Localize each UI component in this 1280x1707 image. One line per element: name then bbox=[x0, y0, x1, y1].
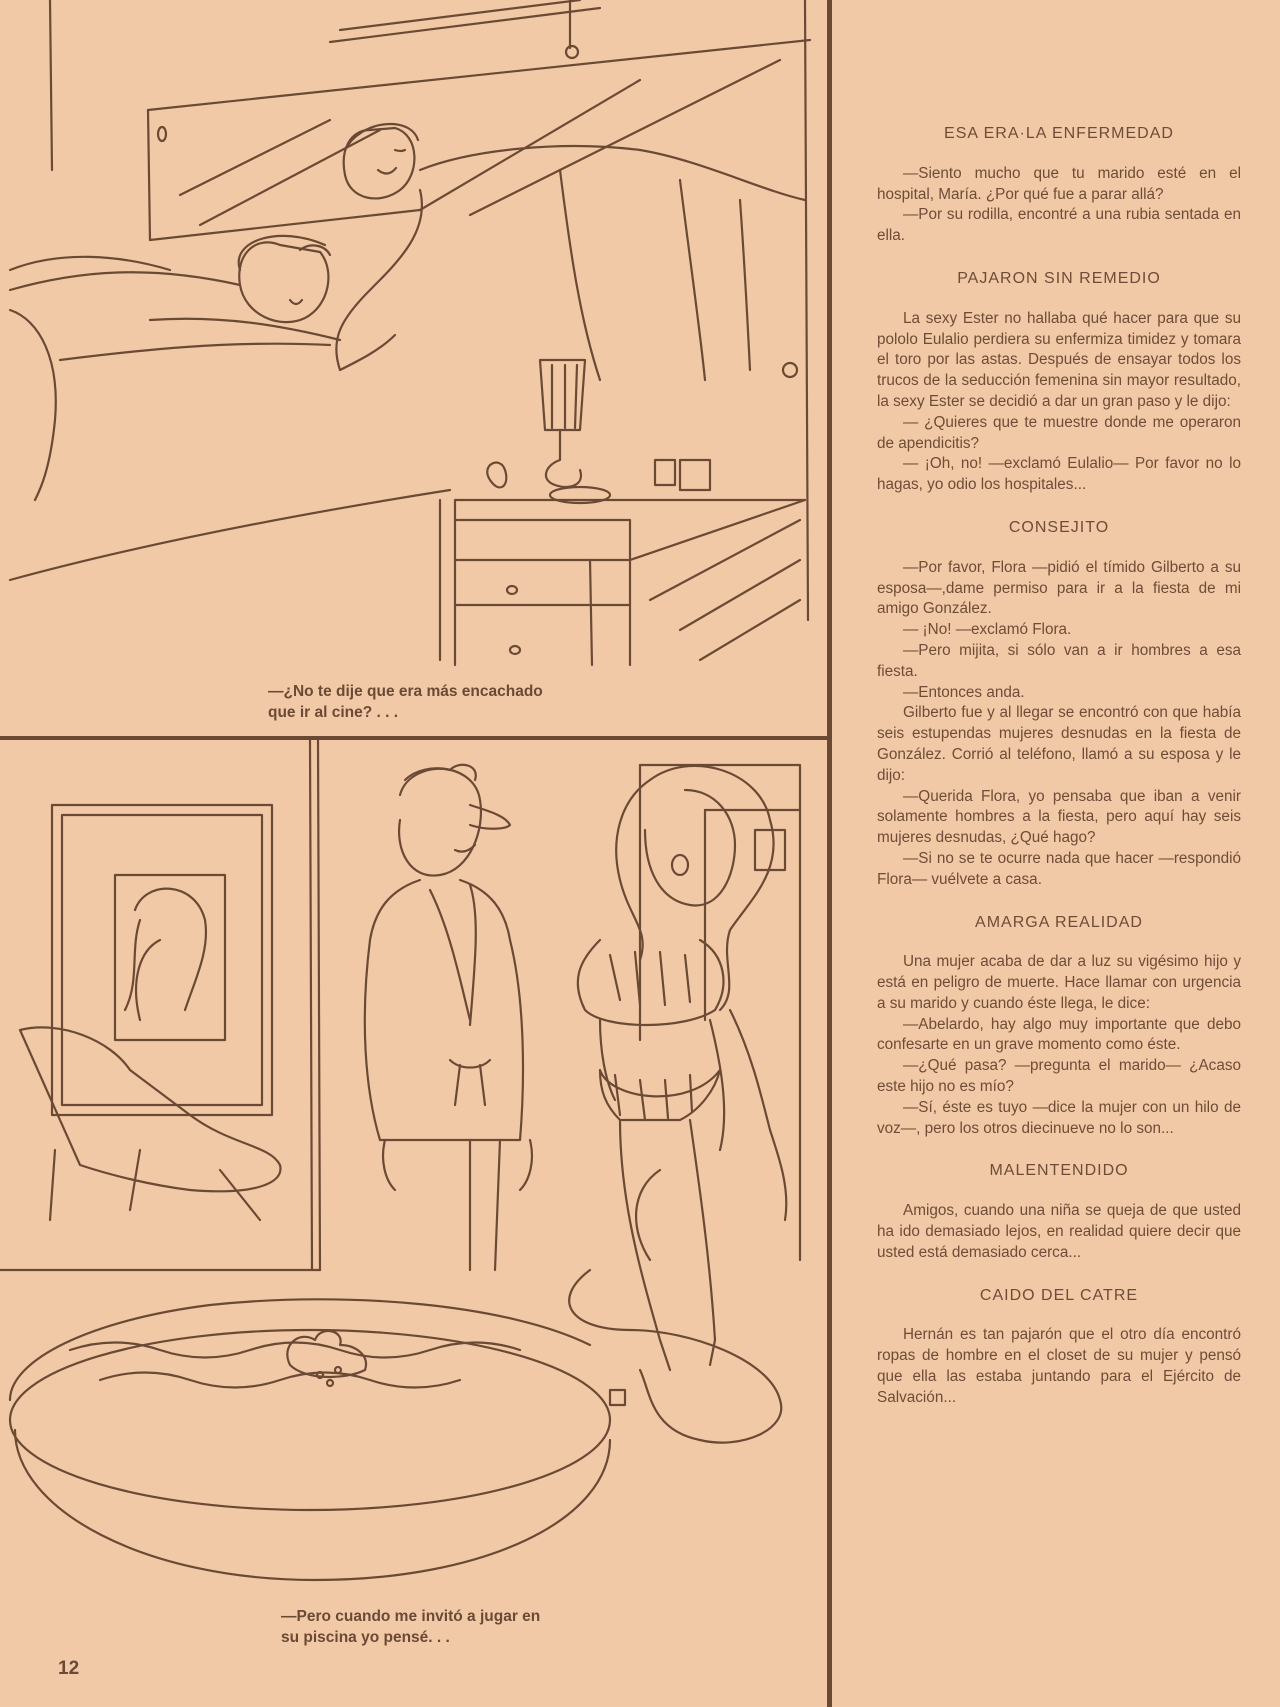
column-divider bbox=[827, 0, 832, 1707]
joke-title: PAJARON SIN REMEDIO bbox=[957, 269, 1161, 287]
cartoon-panel-bedroom bbox=[0, 0, 827, 736]
joke-paragraph: —Pero mijita, si sólo van a ir hombres a esa fiesta. bbox=[877, 641, 1241, 680]
joke-paragraph: Hernán es tan pajarón que el otro día encontró ropas de hombre en el closet de su mujer y pensó que ella las estaba juntando para el Ejército de Salvación... bbox=[877, 1326, 1241, 1406]
joke-amarga-realidad bbox=[877, 913, 1241, 1140]
joke-paragraph: Una mujer acaba de dar a luz su vigésimo hijo y está en peligro de muerte. Hace llamar con urgencia a su marido y cuando éste llega, le dice: bbox=[877, 953, 1241, 1012]
joke-paragraph: —¿Qué pasa? —pregunta el marido— ¿Acaso este hijo no es mío? bbox=[877, 1057, 1241, 1096]
joke-paragraph: —Abelardo, hay algo muy importante que debo confesarte en un grave momento como éste. bbox=[877, 1015, 1241, 1054]
joke-caido-del-catre bbox=[877, 1286, 1241, 1409]
joke-paragraph: — ¡No! —exclamó Flora. bbox=[903, 621, 1072, 639]
joke-paragraph: —Si no se te ocurre nada que hacer —respondió Flora— vuélvete a casa. bbox=[877, 849, 1241, 888]
joke-paragraph: — ¡Oh, no! —exclamó Eulalio— Por favor no lo hagas, yo odio los hospitales... bbox=[877, 455, 1241, 494]
joke-esa-era-la-enfermedad bbox=[877, 124, 1241, 247]
joke-title: CAIDO DEL CATRE bbox=[979, 1286, 1139, 1304]
joke-paragraph: —Querida Flora, yo pensaba que iban a venir solamente hombres a la fiesta, pero aquí hay seis mujeres desnudas, ¿Qué hago? bbox=[877, 787, 1241, 847]
jokes-column bbox=[877, 124, 1241, 1409]
joke-title: CONSEJITO bbox=[1008, 518, 1110, 536]
joke-consejito bbox=[877, 518, 1241, 891]
joke-title: AMARGA REALIDAD bbox=[975, 913, 1143, 931]
joke-paragraph: La sexy Ester no hallaba qué hacer para que su pololo Eulalio perdiera su enfermiza timidez y tomara el toro por las astas. Después de ensayar todos los trucos de la seducción femenina sin mayor resultado, la sexy Ester se decidió a dar un gran paso y le dijo: bbox=[877, 309, 1241, 410]
bedroom-illustration bbox=[0, 0, 827, 736]
panel-caption: —Pero cuando me invitó a jugar en su piscina yo pensé. . . bbox=[281, 1608, 541, 1646]
joke-paragraph: —Sí, éste es tuyo —dice la mujer con un hilo de voz—, pero los otros diecinueve no lo son... bbox=[877, 1098, 1241, 1137]
pool-illustration bbox=[0, 740, 827, 1707]
page-number: 12 bbox=[58, 1658, 80, 1679]
joke-pajaron-sin-remedio bbox=[877, 269, 1241, 496]
joke-paragraph: Amigos, cuando una niña se queja de que usted ha ido demasiado lejos, en realidad quiere decir que usted está demasiado cerca... bbox=[877, 1202, 1241, 1261]
joke-paragraph: —Siento mucho que tu marido esté en el hospital, María. ¿Por qué fue a parar allá? bbox=[877, 164, 1241, 203]
joke-paragraph: —Por favor, Flora —pidió el tímido Gilberto a su esposa—,dame permiso para ir a la fiesta de mi amigo González. bbox=[877, 558, 1241, 618]
joke-title: MALENTENDIDO bbox=[989, 1162, 1129, 1180]
joke-paragraph: —Entonces anda. bbox=[903, 683, 1025, 701]
joke-paragraph: —Por su rodilla, encontré a una rubia sentada en ella. bbox=[877, 206, 1241, 245]
panel-caption: —¿No te dije que era más encachado que ir al cine? . . . bbox=[268, 683, 543, 721]
joke-title: ESA ERA·LA ENFERMEDAD bbox=[944, 125, 1174, 142]
cartoon-panel-pool bbox=[0, 740, 827, 1707]
joke-malentendido bbox=[877, 1161, 1241, 1263]
joke-paragraph: — ¿Quieres que te muestre donde me operaron de apendicitis? bbox=[877, 413, 1241, 452]
joke-paragraph: Gilberto fue y al llegar se encontró con que había seis estupendas mujeres desnudas en la fiesta de González. Corrió al teléfono, llamó a su esposa y le dijo: bbox=[877, 704, 1241, 784]
